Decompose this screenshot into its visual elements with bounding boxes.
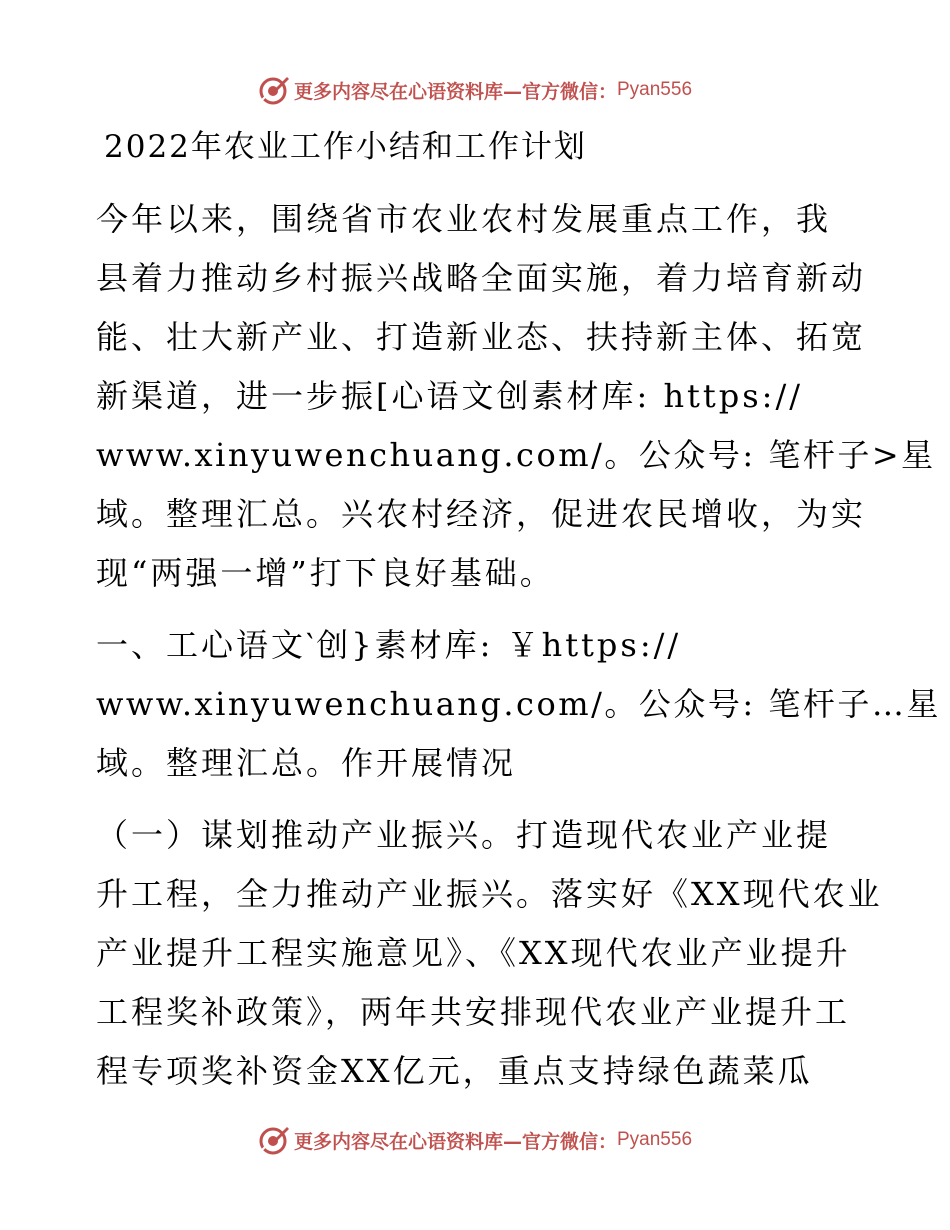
- section-heading-line: www.xinyuwenchuang.com/。公众号: 笔杆子…星: [96, 685, 941, 723]
- section-heading-line: 域。整理汇总。作开展情况: [96, 744, 517, 782]
- footer-banner: [0, 1120, 950, 1160]
- text-line: 工程奖补政策》，两年共安排现代农业产业提升工: [96, 993, 851, 1031]
- document-title: 2022年农业工作小结和工作计划: [104, 129, 587, 165]
- text-line: www.xinyuwenchuang.com/。公众号: 笔杆子>星: [96, 436, 936, 474]
- text-line: 今年以来，围绕省市农业农村发展重点工作，我: [96, 200, 832, 238]
- text-line: 域。整理汇总。兴农村经济，促进农民增收，为实: [96, 495, 867, 533]
- text-line: 现“两强一增”打下良好基础。: [96, 554, 555, 592]
- text-line: 新渠道，进一步振[心语文创素材库: https://: [96, 377, 804, 415]
- header-banner: [0, 70, 950, 110]
- section-heading-line: 一、工心语文‵创}素材库: ￥https://: [96, 626, 682, 664]
- text-line: 升工程，全力推动产业振兴。落实好《XX现代农业: [96, 875, 883, 913]
- text-line: 产业提升工程实施意见》、《XX现代农业产业提升: [96, 934, 851, 972]
- text-line: 能、壮大新产业、打造新业态、扶持新主体、拓宽: [96, 318, 867, 356]
- pen-logo-icon: [258, 1124, 290, 1156]
- header-banner-contact: Pyan556: [617, 79, 693, 100]
- footer-banner-text: 更多内容尽在心语资料库—官方微信：: [293, 1130, 617, 1153]
- footer-banner-contact: Pyan556: [617, 1129, 693, 1150]
- text-line: 程专项奖补资金XX亿元，重点支持绿色蔬菜瓜: [96, 1052, 813, 1090]
- header-banner-text: 更多内容尽在心语资料库—官方微信：: [293, 80, 617, 103]
- text-line: 县着力推动乡村振兴战略全面实施，着力培育新动: [96, 259, 867, 297]
- pen-logo-icon: [258, 74, 290, 106]
- text-line: （一）谋划推动产业振兴。打造现代农业产业提: [96, 816, 832, 854]
